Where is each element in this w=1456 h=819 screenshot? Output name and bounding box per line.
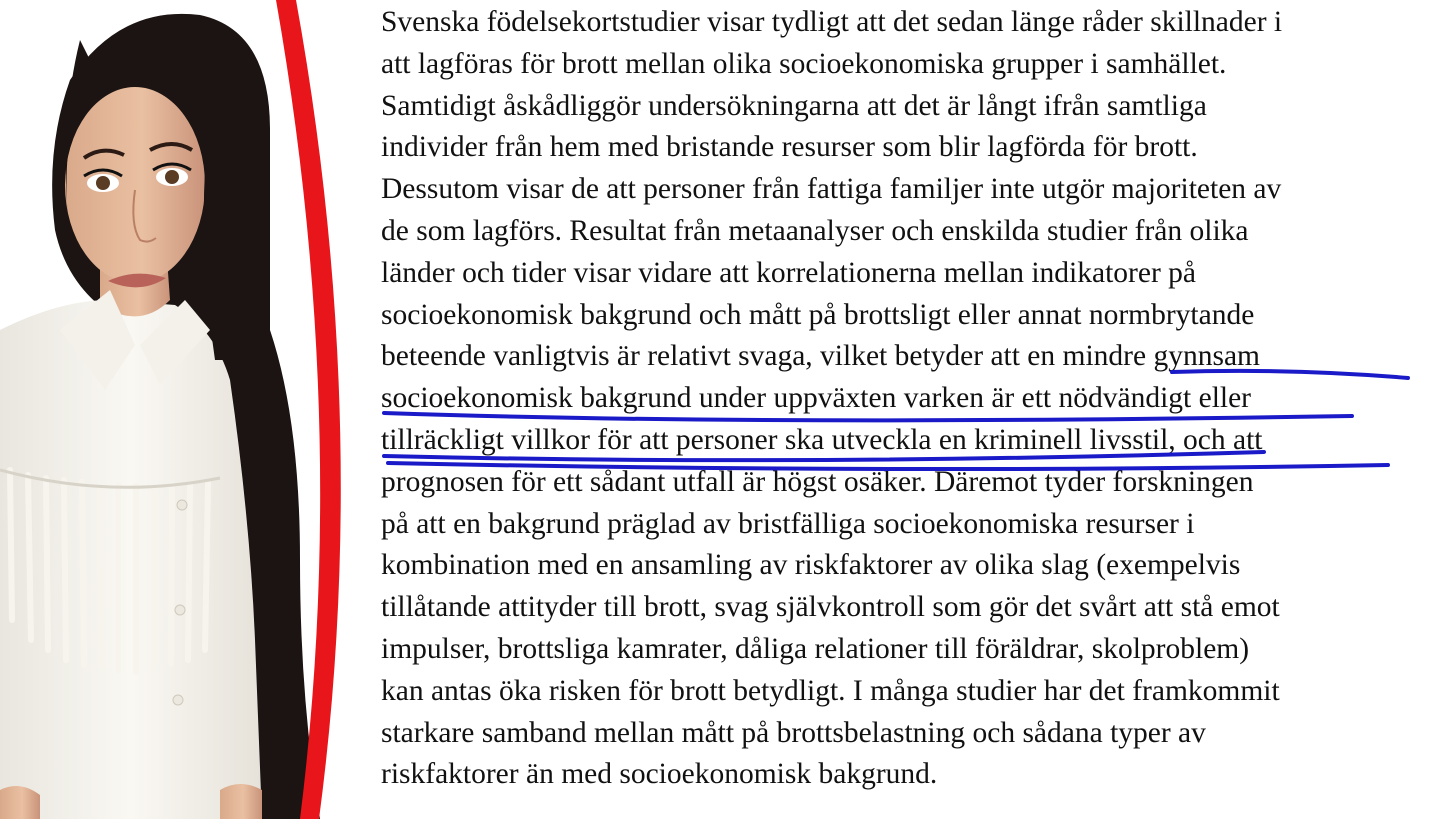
article-line: riskfaktorer än med socioekonomisk bakgrund. [381, 758, 938, 791]
article-line: på att en bakgrund präglad av bristfälliga socioekonomiska resurser i [381, 507, 1195, 540]
article-line: att lagföras för brott mellan olika socioekonomiska grupper i samhället. [381, 47, 1227, 80]
article-line: Dessutom visar de att personer från fattiga familjer inte utgör majoriteten av [381, 173, 1282, 206]
article-line: tillåtande attityder till brott, svag självkontroll som gör det svårt att stå emot [381, 591, 1280, 624]
article-line: starkare samband mellan mått på brottsbelastning och sådana typer av [381, 716, 1206, 749]
article-line: tillräckligt villkor för att personer ska utveckla en kriminell livsstil, och att [381, 423, 1263, 456]
article-line: socioekonomisk bakgrund och mått på brottsligt eller annat normbrytande [381, 298, 1255, 331]
article-text [381, 2, 1451, 796]
article-line: de som lagförs. Resultat från metaanalyser och enskilda studier från olika [381, 214, 1249, 247]
article-line: länder och tider visar vidare att korrelationerna mellan indikatorer på [381, 256, 1196, 289]
article-line: Svenska födelsekortstudier visar tydligt att det sedan länge råder skillnader i [381, 6, 1283, 38]
article-line: Samtidigt åskådliggör undersökningarna att det är långt ifrån samtliga [381, 89, 1207, 122]
article-line: kombination med en ansamling av riskfaktorer av olika slag (exempelvis [381, 549, 1241, 582]
portrait-photo [0, 0, 360, 819]
article-line: socioekonomisk bakgrund under uppväxten varken är ett nödvändigt eller [381, 382, 1252, 415]
article-line: kan antas öka risken för brott betydligt. I många studier har det framkommit [381, 674, 1280, 707]
article-line: impulser, brottsliga kamrater, dåliga relationer till föräldrar, skolproblem) [381, 632, 1250, 665]
article-line: individer från hem med bristande resurser som blir lagförda för brott. [381, 131, 1198, 164]
article-line: prognosen för ett sådant utfall är högst osäker. Däremot tyder forskningen [381, 465, 1254, 498]
article-line: beteende vanligtvis är relativt svaga, vilket betyder att en mindre gynnsam [381, 340, 1260, 373]
